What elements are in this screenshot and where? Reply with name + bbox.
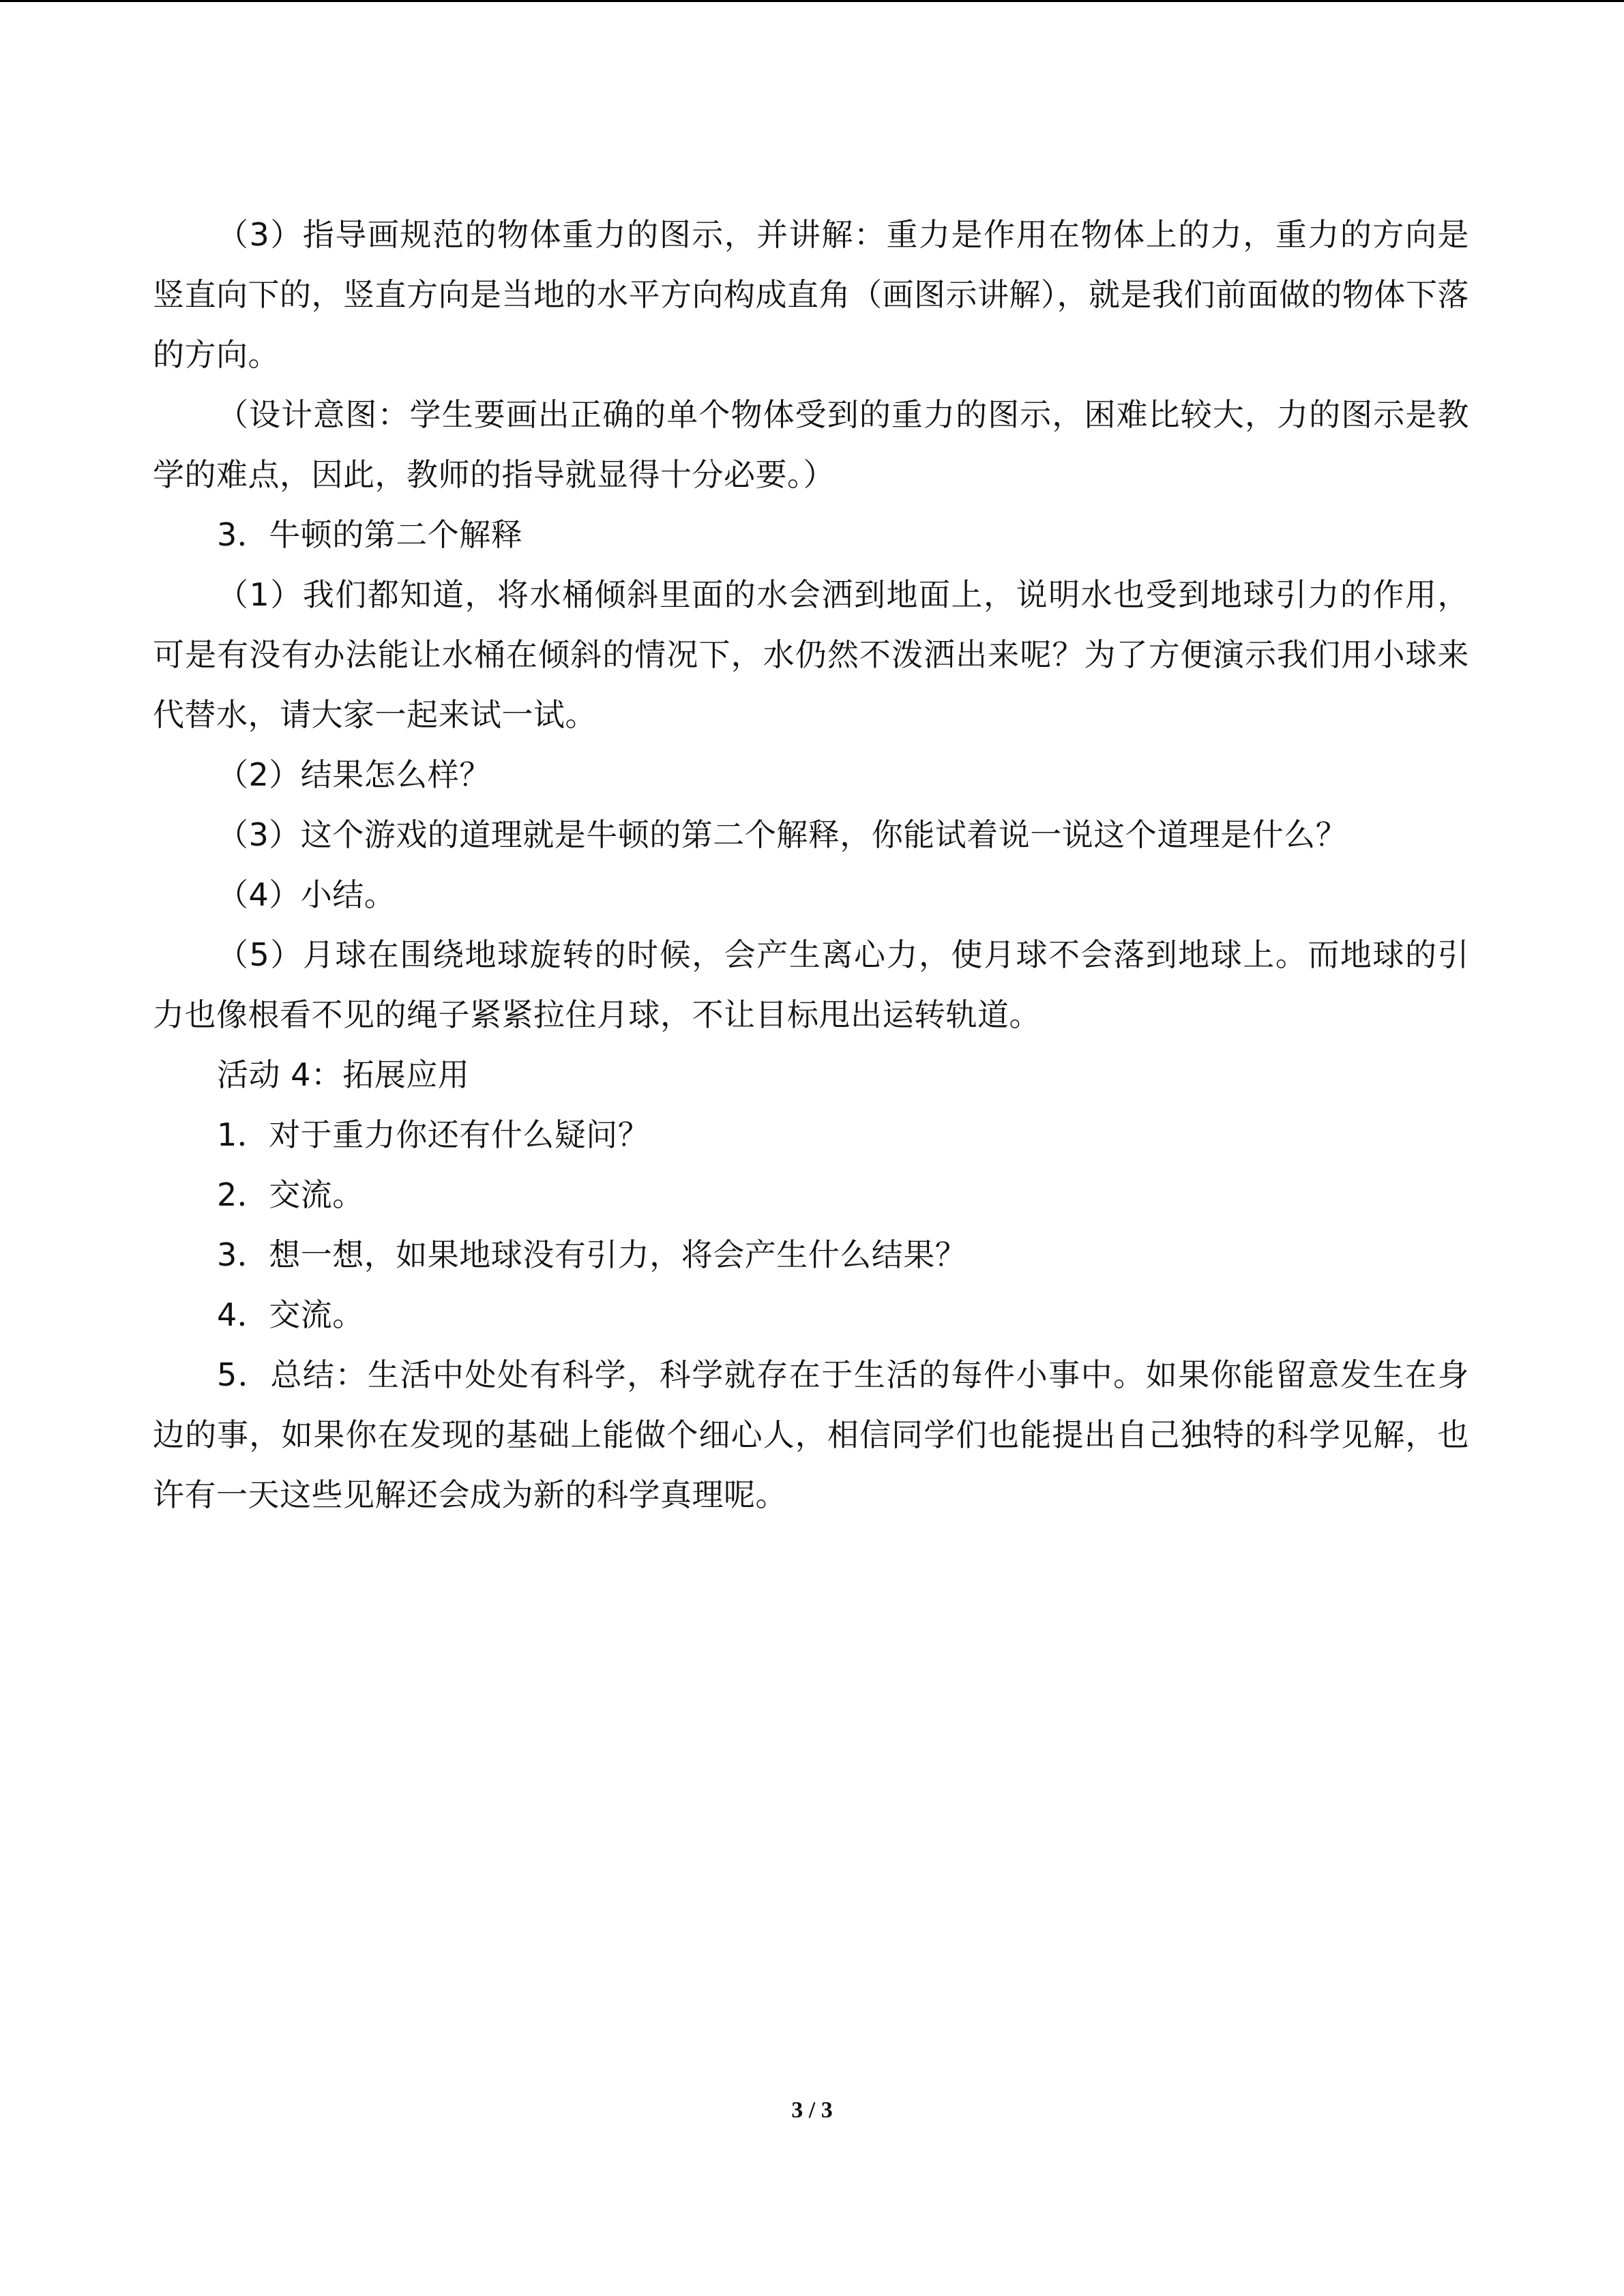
- page-number: 3 / 3: [791, 2098, 833, 2123]
- document-body: [153, 205, 1469, 1525]
- list-item-1-questions: 1．对于重力你还有什么疑问？: [217, 1116, 650, 1153]
- heading-activity-4: 活动 4：拓展应用: [217, 1056, 470, 1093]
- list-item-4-exchange: 4．交流。: [217, 1296, 364, 1333]
- paragraph-moon-orbit: （5）月球在围绕地球旋转的时候，会产生离心力，使月球不会落到地球上。而地球的引力也像根看不见的绳子紧紧拉住月球，不让目标甩出运转轨道。: [153, 936, 1469, 1033]
- paragraph-game-principle: （3）这个游戏的道理就是牛顿的第二个解释，你能试着说一说这个道理是什么？: [217, 816, 1348, 853]
- paragraph-gravity-diagram-guidance: （3）指导画规范的物体重力的图示，并讲解：重力是作用在物体上的力，重力的方向是竖直向下的，竖直方向是当地的水平方向构成直角（画图示讲解），就是我们前面做的物体下落的方向。: [153, 216, 1469, 373]
- paragraph-design-intent: （设计意图：学生要画出正确的单个物体受到的重力的图示，困难比较大，力的图示是教学的难点，因此，教师的指导就显得十分必要。）: [153, 396, 1469, 493]
- heading-newton-second-explanation: 3．牛顿的第二个解释: [217, 516, 523, 553]
- list-item-3-no-gravity: 3．想一想，如果地球没有引力，将会产生什么结果？: [217, 1236, 967, 1273]
- paragraph-result-question: （2）结果怎么样？: [217, 756, 491, 793]
- list-item-5-conclusion: 5．总结：生活中处处有科学，科学就存在于生活的每件小事中。如果你能留意发生在身边的事，如果你在发现的基础上能做个细心人，相信同学们也能提出自己独特的科学见解，也许有一天这些见解还会成为新的科学真理呢。: [153, 1356, 1469, 1513]
- paragraph-summary: （4）小结。: [217, 876, 396, 913]
- list-item-2-exchange: 2．交流。: [217, 1176, 364, 1213]
- top-border-line: [0, 0, 1624, 2]
- paragraph-bucket-demo: （1）我们都知道，将水桶倾斜里面的水会洒到地面上，说明水也受到地球引力的作用，可是有没有办法能让水桶在倾斜的情况下，水仍然不泼洒出来呢？为了方便演示我们用小球来代替水，请大家一起来试一试。: [153, 576, 1469, 733]
